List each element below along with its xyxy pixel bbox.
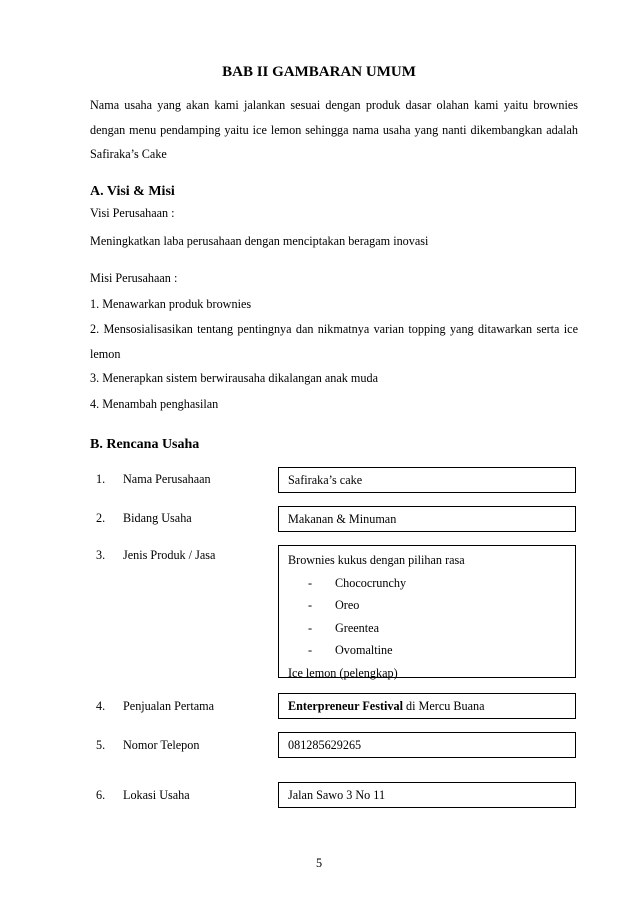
flavor-name: Greentea (335, 620, 379, 635)
value-box-nama-perusahaan (278, 467, 576, 493)
flavor-item (288, 639, 566, 662)
product-intro: Brownies kukus dengan pilihan rasa (288, 553, 465, 567)
product-outro: Ice lemon (pelengkap) (288, 665, 398, 680)
value-box-bidang-usaha (278, 506, 576, 532)
value-text (288, 697, 566, 715)
value-box-jenis-produk (278, 545, 576, 678)
misi-item-4: 4. Menambah penghasilan (90, 397, 219, 411)
misi-item-1: 1. Menawarkan produk brownies (90, 297, 252, 311)
row-number: 6. (96, 788, 106, 802)
row-label-penjualan-pertama: Penjualan Pertama (123, 699, 215, 713)
misi-label: Misi Perusahaan : (90, 271, 178, 285)
event-location: di Mercu Buana (402, 699, 485, 713)
page-number: 5 (315, 856, 323, 870)
dash-bullet: - (308, 598, 313, 612)
dash-bullet: - (308, 643, 313, 657)
value-box-lokasi-usaha (278, 782, 576, 808)
row-number: 1. (96, 472, 106, 486)
row-number: 2. (96, 511, 106, 525)
flavor-name: Chococrunchy (335, 575, 407, 590)
row-label-jenis-produk: Jenis Produk / Jasa (123, 548, 216, 562)
row-label-nama-perusahaan: Nama Perusahaan (123, 472, 211, 486)
value-text: Jalan Sawo 3 No 11 (288, 788, 386, 802)
row-number: 3. (96, 548, 106, 562)
flavor-name: Ovomaltine (335, 643, 393, 657)
visi-label: Visi Perusahaan : (90, 206, 175, 220)
value-text: Safiraka’s cake (288, 473, 363, 487)
section-b-heading: B. Rencana Usaha (90, 437, 200, 452)
misi-item-2: 2. Mensosialisasikan tentang pentingnya dan nikmatnya varian topping yang ditawarkan serta ice lemon (90, 322, 578, 361)
value-text: 081285629265 (288, 738, 362, 752)
row-label-lokasi-usaha: Lokasi Usaha (123, 788, 190, 802)
flavor-item (288, 594, 566, 617)
intro-paragraph: Nama usaha yang akan kami jalankan sesuai dengan produk dasar olahan kami yaitu brownies dengan menu pendamping yaitu ice lemon sehingga nama usaha yang nanti dikembangkan adalah Safiraka’s Cake (90, 98, 578, 161)
dash-bullet: - (308, 620, 313, 635)
value-box-nomor-telepon (278, 732, 576, 758)
event-name: Enterpreneur Festival (288, 699, 403, 713)
row-number: 5. (96, 738, 106, 752)
row-label-bidang-usaha: Bidang Usaha (123, 511, 192, 525)
flavor-item (288, 617, 566, 640)
flavor-item (288, 572, 566, 595)
visi-text: Meningkatkan laba perusahaan dengan menciptakan beragam inovasi (90, 234, 429, 248)
value-box-penjualan-pertama (278, 693, 576, 719)
section-a-heading: A. Visi & Misi (90, 184, 175, 199)
value-text: Makanan & Minuman (288, 512, 397, 526)
row-number: 4. (96, 699, 106, 713)
flavor-name: Oreo (335, 598, 360, 612)
row-label-nomor-telepon: Nomor Telepon (123, 738, 200, 752)
chapter-title: BAB II GAMBARAN UMUM (222, 64, 416, 80)
dash-bullet: - (308, 575, 313, 590)
misi-item-3: 3. Menerapkan sistem berwirausaha dikalangan anak muda (90, 371, 378, 385)
